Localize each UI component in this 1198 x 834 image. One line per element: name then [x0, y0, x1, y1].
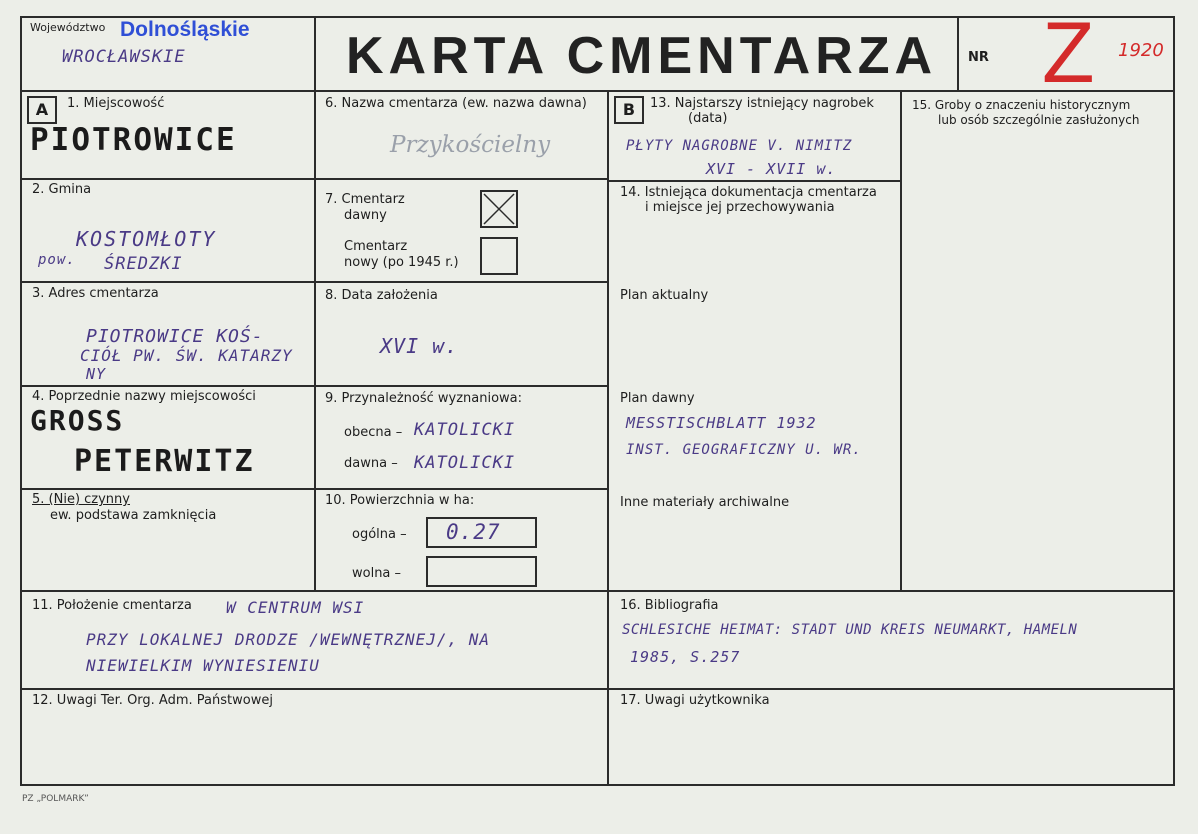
- field-6-value: Przykościelny: [390, 132, 551, 158]
- header-divider-1: [314, 16, 316, 92]
- field-3-line2: CIÓŁ PW. ŚW. KATARZY: [80, 346, 293, 365]
- row-line-6: [20, 688, 1175, 690]
- field-8-value: XVI w.: [380, 334, 459, 358]
- wojewodztwo-old: WROCŁAWSKIE: [62, 47, 186, 67]
- checkbox-nowy[interactable]: [480, 237, 518, 275]
- wojewodztwo-stamp: Dolnośląskie: [120, 18, 250, 41]
- row-line-4: [20, 488, 608, 490]
- field-13-label: 13. Najstarszy istniejący nagrobek: [650, 96, 874, 111]
- field-11-label: 11. Położenie cmentarza: [32, 598, 192, 613]
- field-5-label: 5. (Nie) czynny: [32, 492, 130, 507]
- plan-dawny-label: Plan dawny: [620, 391, 695, 406]
- header-divider-2: [957, 16, 959, 92]
- field-3-line1: PIOTROWICE KOŚ-: [86, 326, 264, 347]
- field-15-label2: lub osób szczególnie zasłużonych: [938, 113, 1140, 127]
- field-4-line1: GROSS: [30, 404, 125, 437]
- field-7-label-b2: nowy (po 1945 r.): [344, 255, 459, 270]
- field-12-label: 12. Uwagi Ter. Org. Adm. Państwowej: [32, 693, 273, 708]
- field-5-label2: ew. podstawa zamknięcia: [50, 508, 217, 523]
- field-9-label: 9. Przynależność wyznaniowa:: [325, 391, 523, 406]
- field-4-label: 4. Poprzednie nazwy miejscowości: [32, 389, 256, 404]
- field-4-line2: PETERWITZ: [74, 444, 255, 479]
- field-9-dawna-value: KATOLICKI: [414, 453, 516, 473]
- row-line-3: [20, 385, 608, 387]
- row-line-1: [20, 178, 608, 180]
- nr-label: NR: [968, 50, 989, 65]
- field-13-label2: (data): [688, 111, 728, 126]
- row-line-2: [20, 281, 608, 283]
- field-13-line2: XVI - XVII w.: [706, 160, 837, 178]
- field-16-label: 16. Bibliografia: [620, 598, 719, 613]
- border-right: [1173, 16, 1175, 786]
- plan-dawny-line1: MESSTISCHBLATT 1932: [626, 414, 817, 432]
- section-a-marker: A: [27, 96, 57, 124]
- field-10-ogolna-box[interactable]: [426, 517, 537, 548]
- row-line-5: [20, 590, 1175, 592]
- field-1-label: 1. Miejscowość: [67, 96, 165, 111]
- field-13-line1: PŁYTY NAGROBNE V. NIMITZ: [626, 138, 853, 154]
- field-9-obecna-value: KATOLICKI: [414, 420, 516, 440]
- inne-label: Inne materiały archiwalne: [620, 495, 790, 510]
- check-cross-icon: [482, 192, 516, 226]
- field-10-wolna-box[interactable]: [426, 556, 537, 587]
- field-17-label: 17. Uwagi użytkownika: [620, 693, 770, 708]
- field-11-line2: PRZY LOKALNEJ DRODZE /WEWNĘTRZNEJ/, NA: [86, 630, 491, 649]
- field-10-label: 10. Powierzchnia w ha:: [325, 493, 475, 508]
- field-2-prefix: pow.: [38, 252, 76, 268]
- plan-dawny-line2: INST. GEOGRAFICZNY U. WR.: [626, 442, 862, 458]
- page-title: KARTA CMENTARZA: [346, 27, 938, 85]
- field-7-label-a: 7. Cmentarz: [325, 192, 405, 207]
- field-14-label: 14. Istniejąca dokumentacja cmentarza: [620, 185, 877, 200]
- field-2-value2: ŚREDZKI: [104, 254, 183, 274]
- field-1-value: PIOTROWICE: [30, 122, 237, 158]
- field-10-ogolna-label: ogólna –: [352, 527, 407, 542]
- field-10-ogolna-value: 0.27: [446, 520, 501, 544]
- field-16-line2: 1985, S.257: [630, 648, 741, 666]
- field-6-label: 6. Nazwa cmentarza (ew. nazwa dawna): [325, 96, 587, 111]
- col-line-3: [900, 90, 902, 590]
- section-b-marker: B: [614, 96, 644, 124]
- field-11-line3: NIEWIELKIM WYNIESIENIU: [86, 656, 320, 675]
- wojewodztwo-label: Województwo: [30, 21, 106, 34]
- border-left: [20, 16, 22, 786]
- printer-imprint: PZ „POLMARK”: [22, 794, 89, 804]
- field-7-label-b: Cmentarz: [344, 239, 408, 254]
- nr-number: 1920: [1118, 40, 1164, 61]
- field-7-label-a2: dawny: [344, 208, 387, 223]
- col-line-1: [314, 90, 316, 590]
- field-9-obecna-label: obecna –: [344, 425, 403, 440]
- field-10-wolna-label: wolna –: [352, 566, 402, 581]
- field-2-value: KOSTOMŁOTY: [76, 227, 217, 251]
- field-3-line3: NY: [86, 365, 107, 383]
- col-line-2: [607, 90, 609, 786]
- border-bottom: [20, 784, 1175, 786]
- field-11-line1: W CENTRUM WSI: [226, 598, 365, 617]
- field-2-label: 2. Gmina: [32, 182, 92, 197]
- field-16-line1: SCHLESICHE HEIMAT: STADT UND KREIS NEUMARKT, HAMELN: [622, 622, 1078, 638]
- plan-aktualny-label: Plan aktualny: [620, 288, 709, 303]
- row-line-b1: [607, 180, 901, 182]
- field-15-label: 15. Groby o znaczeniu historycznym: [912, 98, 1131, 112]
- checkbox-dawny[interactable]: [480, 190, 518, 228]
- header-bottom-line: [20, 90, 1175, 92]
- field-9-dawna-label: dawna –: [344, 456, 398, 471]
- field-3-label: 3. Adres cmentarza: [32, 286, 159, 301]
- field-14-label2: i miejsce jej przechowywania: [645, 200, 835, 215]
- field-8-label: 8. Data założenia: [325, 288, 438, 303]
- nr-letter: Z: [1042, 5, 1095, 101]
